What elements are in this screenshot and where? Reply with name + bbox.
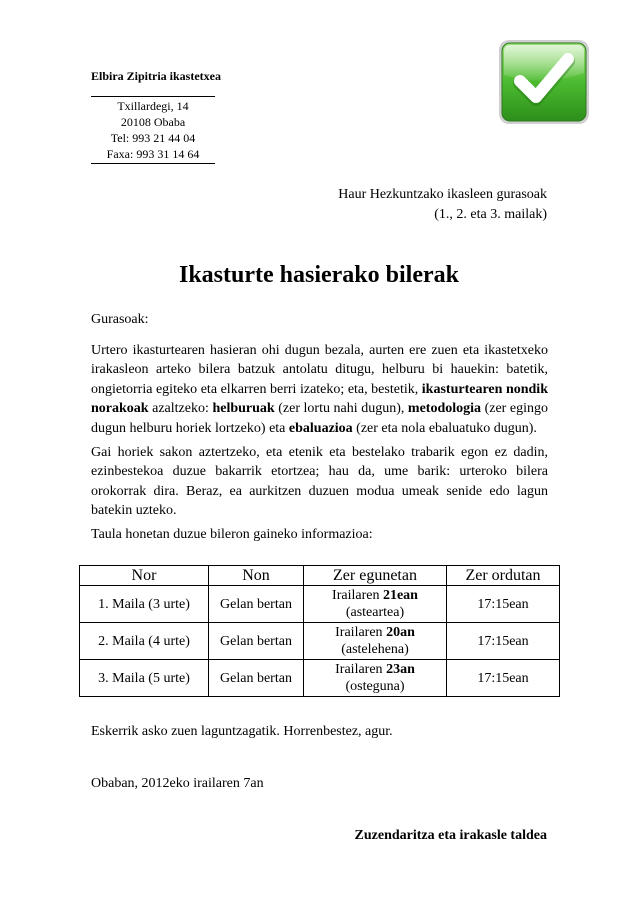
school-name: Elbira Zipitria ikastetxea [91,69,221,83]
text: azaltzeko: [148,401,213,417]
table-row [80,660,560,697]
cell-non: Gelan bertan [209,660,304,697]
date-day: 20an [386,625,415,640]
text: (zer eta nola ebaluatuko dugun). [352,420,537,436]
column-header: Zer ordutan [447,566,560,586]
page-title: Ikasturte hasierako bilerak [178,262,459,288]
cell-nor: 3. Maila (5 urte) [80,660,209,697]
green-checkmark-icon [496,37,592,127]
text: (zer egingo dugun helburu horiek lortzeko) eta [91,401,548,436]
meetings-table [79,565,560,697]
date-day: 21ean [382,588,418,603]
date-text: Irailaren [335,662,387,677]
school-fax: Faxa: 993 31 14 64 [106,147,200,161]
school-address [91,97,215,162]
weekday: (asteartea) [345,605,405,620]
signature: Zuzendaritza eta irakasle taldea [354,828,547,843]
school-street: Txillardegi, 14 [117,99,189,113]
date-day: 23an [386,662,415,677]
cell-non: Gelan bertan [209,623,304,660]
cell-date [304,586,447,623]
cell-date [304,623,447,660]
bold-text: helburuak [212,401,275,417]
recipient-block [338,185,547,225]
text: Urtero ikasturtearen hasieran ohi dugun bezala, aurten ere zuen eta ikastetxeko irakasleon arteko bilera batzuk antolatu ditugu, helburu bi hauekin: batetik, ongietorria egiteko eta elkarren berri izateko; eta, bestetik, [91,342,548,397]
table-row [80,623,560,660]
cell-time: 17:15ean [447,660,560,697]
column-header: Zer egunetan [304,566,447,586]
paragraph-table-intro: Taula honetan duzue bileron gaineko informazioa: [91,526,373,542]
column-header: Nor [80,566,209,586]
bold-text: ebaluazioa [288,420,353,436]
table-header-row [80,566,560,586]
cell-nor: 2. Maila (4 urte) [80,623,209,660]
text: (zer lortu nahi dugun), [274,401,408,417]
date-text: Irailaren [335,625,387,640]
bold-text: metodologia [407,401,482,417]
paragraph-intro [91,341,548,439]
date-text: Irailaren [332,588,383,603]
cell-date [304,660,447,697]
bold-text: ikasturtearen nondik norakoak [91,381,548,417]
weekday: (astelehena) [341,642,409,657]
cell-time: 17:15ean [447,623,560,660]
closing-thanks: Eskerrik asko zuen laguntzagatik. Horrenbestez, agur. [91,724,393,739]
cell-non: Gelan bertan [209,586,304,623]
paragraph-attendance: Gai horiek sakon aztertzeko, eta etenik eta bestelako trabarik egon ez dadin, ezinbestekoa duzue bakarrik etortzea; hau da, ume barik: urteroko bilera orokorrak dira. Beraz, ea aurkitzen duzuen modua umeak senide edo lagun batekin uzteko. [91,444,548,519]
recipient-grades: (1., 2. eta 3. mailak) [434,207,547,222]
school-tel: Tel: 993 21 44 04 [110,131,196,145]
greeting: Gurasoak: [91,312,149,327]
table-row [80,586,560,623]
school-city: 20108 Obaba [120,115,186,129]
cell-nor: 1. Maila (3 urte) [80,586,209,623]
letter-date: Obaban, 2012eko irailaren 7an [91,776,264,791]
column-header: Non [209,566,304,586]
recipient-line: Haur Hezkuntzako ikasleen gurasoak [338,187,547,202]
divider [91,163,215,164]
letter-body [91,310,548,549]
cell-time: 17:15ean [447,586,560,623]
weekday: (osteguna) [345,679,405,694]
school-header [91,69,221,164]
